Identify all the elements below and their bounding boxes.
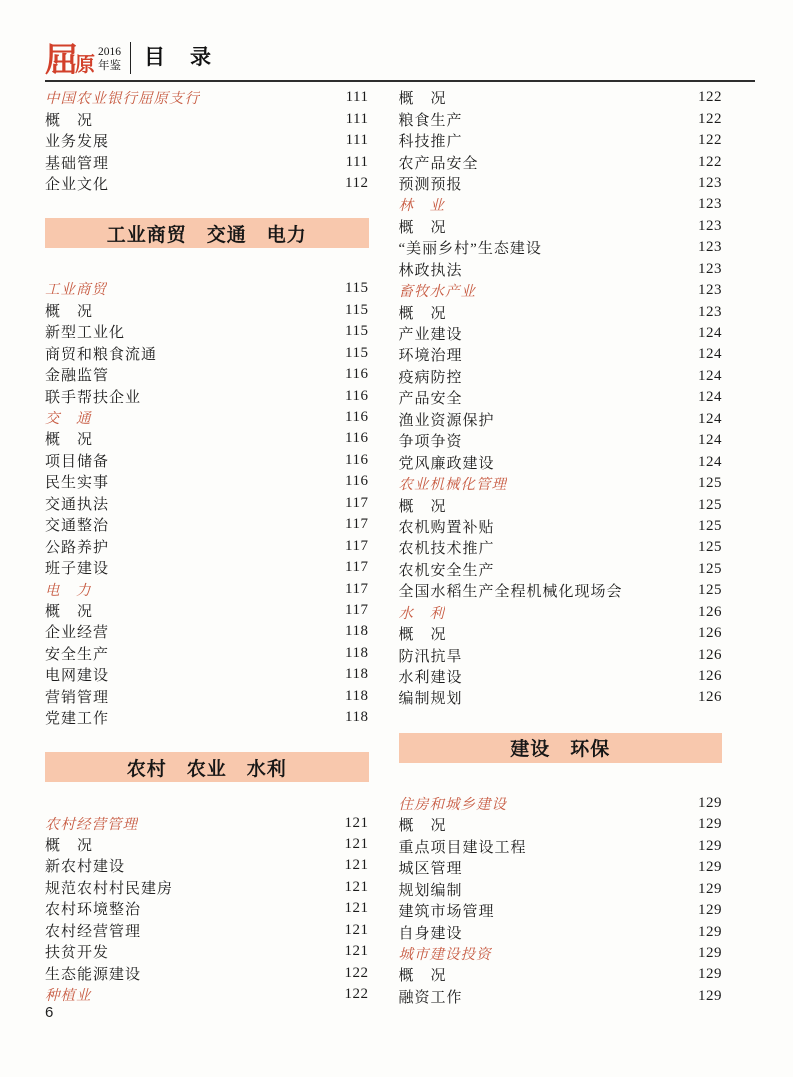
toc-category-row xyxy=(45,278,369,299)
toc-entry-row xyxy=(399,900,723,921)
toc-item-page-number: 117 xyxy=(345,580,369,597)
toc-entry-row xyxy=(45,941,369,962)
toc-entry-row xyxy=(45,877,369,898)
toc-item-title: 科技推广 xyxy=(398,134,463,151)
toc-entry-row xyxy=(399,537,723,558)
toc-entry-row xyxy=(45,514,369,535)
toc-item-page-number: 115 xyxy=(345,344,369,361)
toc-entry-row xyxy=(45,471,369,492)
toc-item-title: 全国水稻生产全程机械化现场会 xyxy=(398,584,623,601)
toc-item-page-number: 121 xyxy=(344,921,369,938)
toc-entry-row xyxy=(399,814,723,835)
toc-entry-row xyxy=(399,516,723,537)
toc-entry-row xyxy=(45,450,369,471)
toc-item-title: 重点项目建设工程 xyxy=(398,839,527,856)
toc-item-page-number: 126 xyxy=(698,646,722,663)
toc-item-page-number: 121 xyxy=(344,943,369,960)
toc-entry-row xyxy=(399,623,723,644)
toc-category-row xyxy=(399,793,723,814)
header-rule xyxy=(45,80,755,82)
toc-entry-row xyxy=(399,323,723,344)
toc-item-page-number: 118 xyxy=(345,644,369,661)
toc-item-page-number: 129 xyxy=(698,859,722,876)
toc-entry-row xyxy=(399,259,723,280)
toc-item-page-number: 126 xyxy=(698,603,722,620)
toc-item-page-number: 129 xyxy=(698,880,722,897)
logo-brand-character-main: 屈 xyxy=(45,40,76,78)
toc-item-page-number: 117 xyxy=(345,494,369,511)
toc-entry-row xyxy=(399,836,723,857)
toc-entry-row xyxy=(399,301,723,322)
toc-item-title: 防汛抗旱 xyxy=(398,648,463,665)
toc-item-title: 工业商贸 xyxy=(45,282,107,299)
toc-item-page-number: 123 xyxy=(698,174,722,191)
toc-item-title: 扶贫开发 xyxy=(45,945,110,962)
toc-item-title: 电 力 xyxy=(45,582,92,599)
folio-page-number: 6 xyxy=(45,1004,54,1021)
toc-item-page-number: 129 xyxy=(698,987,722,1004)
toc-item-title: 商贸和粮食流通 xyxy=(45,346,158,363)
toc-entry-row xyxy=(399,878,723,899)
toc-item-title: 概 况 xyxy=(45,603,94,620)
toc-item-title: 自身建设 xyxy=(398,925,463,942)
toc-entry-row xyxy=(45,108,369,129)
toc-item-title: 建筑市场管理 xyxy=(398,904,495,921)
section-banner xyxy=(45,218,369,248)
toc-item-title: 概 况 xyxy=(45,112,94,129)
toc-item-title: 融资工作 xyxy=(398,989,463,1006)
toc-category-row xyxy=(45,87,369,108)
toc-item-title: 中国农业银行屈原支行 xyxy=(45,91,200,108)
toc-item-page-number: 123 xyxy=(698,303,722,320)
toc-item-title: 畜牧水产业 xyxy=(398,284,476,301)
toc-entry-row xyxy=(45,834,369,855)
toc-item-title: 党风廉政建设 xyxy=(398,455,495,472)
toc-entry-row xyxy=(399,644,723,665)
toc-entry-row xyxy=(45,535,369,556)
toc-item-title: 新型工业化 xyxy=(45,325,126,342)
toc-entry-row xyxy=(45,855,369,876)
toc-item-page-number: 129 xyxy=(698,966,722,983)
toc-entry-row xyxy=(45,621,369,642)
toc-item-page-number: 117 xyxy=(345,516,369,533)
toc-item-title: 新农村建设 xyxy=(45,859,126,876)
toc-item-page-number: 126 xyxy=(698,668,722,685)
toc-category-row xyxy=(399,280,723,301)
toc-item-page-number: 111 xyxy=(345,110,369,127)
toc-item-page-number: 126 xyxy=(698,689,722,706)
toc-item-page-number: 129 xyxy=(698,923,722,940)
toc-entry-row xyxy=(45,385,369,406)
toc-item-title: 农村经营管理 xyxy=(45,923,142,940)
toc-item-page-number: 123 xyxy=(698,260,722,277)
logo-year: 2016 xyxy=(98,46,121,59)
toc-entry-row xyxy=(399,857,723,878)
toc-item-page-number: 124 xyxy=(698,346,722,363)
toc-item-title: 产品安全 xyxy=(398,391,463,408)
toc-item-title: 业务发展 xyxy=(45,134,110,151)
toc-item-title: 党建工作 xyxy=(45,711,110,728)
toc-item-page-number: 124 xyxy=(698,432,722,449)
toc-entry-row xyxy=(45,600,369,621)
toc-entry-row xyxy=(399,216,723,237)
toc-entry-row xyxy=(399,451,723,472)
toc-entry-row xyxy=(45,493,369,514)
toc-item-page-number: 116 xyxy=(345,366,369,383)
toc-entry-row xyxy=(45,898,369,919)
toc-item-page-number: 116 xyxy=(345,409,369,426)
toc-item-page-number: 125 xyxy=(698,496,722,513)
toc-item-page-number: 117 xyxy=(345,537,369,554)
toc-entry-row xyxy=(399,494,723,515)
toc-entry-row xyxy=(399,964,723,985)
toc-item-page-number: 116 xyxy=(345,430,369,447)
toc-item-page-number: 125 xyxy=(698,517,722,534)
toc-item-page-number: 118 xyxy=(345,709,369,726)
toc-item-title: 农机购置补贴 xyxy=(398,519,495,536)
toc-entry-row xyxy=(45,173,369,194)
toc-item-title: 概 况 xyxy=(398,818,447,835)
toc-item-title: 规范农村村民建房 xyxy=(45,880,174,897)
toc-item-title: 概 况 xyxy=(45,838,94,855)
toc-entry-row xyxy=(399,130,723,151)
toc-entry-row xyxy=(45,643,369,664)
toc-item-title: 渔业资源保护 xyxy=(398,412,495,429)
toc-item-page-number: 122 xyxy=(698,153,722,170)
toc-entry-row xyxy=(45,707,369,728)
toc-item-title: 水 利 xyxy=(398,605,445,622)
toc-item-page-number: 117 xyxy=(345,559,369,576)
toc-item-title: 概 况 xyxy=(398,219,447,236)
toc-item-title: 交 通 xyxy=(45,411,92,428)
toc-entry-row xyxy=(45,920,369,941)
toc-item-page-number: 124 xyxy=(698,389,722,406)
toc-entry-row xyxy=(45,300,369,321)
toc-item-title: 产业建设 xyxy=(398,327,463,344)
toc-item-title: 民生实事 xyxy=(45,475,110,492)
toc-entry-row xyxy=(45,343,369,364)
toc-item-title: 农机技术推广 xyxy=(398,541,495,558)
toc-item-title: 环境治理 xyxy=(398,348,463,365)
toc-item-page-number: 115 xyxy=(345,323,369,340)
toc-category-row xyxy=(399,473,723,494)
toc-item-title: 概 况 xyxy=(398,498,447,515)
toc-item-title: 交通整治 xyxy=(45,518,110,535)
toc-item-title: 概 况 xyxy=(398,968,447,985)
section-banner-title: 工业商贸 交通 电力 xyxy=(106,224,307,246)
toc-item-page-number: 121 xyxy=(344,878,369,895)
toc-item-page-number: 111 xyxy=(345,132,369,149)
toc-item-title: 概 况 xyxy=(398,91,447,108)
toc-item-page-number: 124 xyxy=(698,367,722,384)
toc-item-title: 基础管理 xyxy=(45,155,110,172)
toc-item-page-number: 124 xyxy=(698,325,722,342)
toc-category-row xyxy=(45,984,369,1005)
toc-item-page-number: 116 xyxy=(345,451,369,468)
toc-entry-row xyxy=(399,409,723,430)
toc-item-title: 概 况 xyxy=(45,432,94,449)
toc-item-page-number: 121 xyxy=(344,900,369,917)
toc-entry-row xyxy=(399,87,723,108)
toc-item-title: 农业机械化管理 xyxy=(398,477,507,494)
toc-item-title: 水利建设 xyxy=(398,670,463,687)
toc-item-title: 班子建设 xyxy=(45,561,110,578)
toc-entry-row xyxy=(399,387,723,408)
toc-item-title: 争项争资 xyxy=(398,434,463,451)
toc-item-title: 疫病防控 xyxy=(398,369,463,386)
toc-item-page-number: 111 xyxy=(345,153,369,170)
section-banner xyxy=(45,752,369,782)
logo-year-block xyxy=(98,46,121,74)
toc-category-row xyxy=(45,407,369,428)
toc-item-title: 生态能源建设 xyxy=(45,966,142,983)
toc-entry-row xyxy=(399,921,723,942)
toc-item-title: 住房和城乡建设 xyxy=(398,796,507,813)
section-banner-title: 建设 环保 xyxy=(510,739,611,761)
toc-item-title: 农村经营管理 xyxy=(45,816,138,833)
toc-category-row xyxy=(399,194,723,215)
toc-item-page-number: 115 xyxy=(345,301,369,318)
header-vertical-divider xyxy=(130,42,131,74)
toc-item-page-number: 118 xyxy=(345,623,369,640)
toc-item-page-number: 125 xyxy=(698,560,722,577)
toc-item-page-number: 126 xyxy=(698,625,722,642)
toc-item-title: 城市建设投资 xyxy=(398,946,492,963)
toc-item-page-number: 115 xyxy=(345,280,369,297)
toc-columns xyxy=(45,87,722,1007)
page-title: 目 录 xyxy=(144,46,213,70)
toc-entry-row xyxy=(399,430,723,451)
toc-item-title: 农村环境整治 xyxy=(45,902,142,919)
toc-item-page-number: 124 xyxy=(698,453,722,470)
toc-item-title: 企业文化 xyxy=(45,176,110,193)
toc-item-page-number: 122 xyxy=(698,132,722,149)
toc-item-page-number: 129 xyxy=(698,837,722,854)
toc-item-page-number: 116 xyxy=(345,387,369,404)
toc-item-title: 概 况 xyxy=(398,627,447,644)
toc-item-title: 预测预报 xyxy=(398,176,463,193)
toc-item-title: 城区管理 xyxy=(398,861,463,878)
toc-category-row xyxy=(45,812,369,833)
toc-entry-row xyxy=(399,559,723,580)
toc-item-page-number: 125 xyxy=(698,475,722,492)
toc-item-page-number: 122 xyxy=(698,110,722,127)
toc-item-title: 规划编制 xyxy=(398,882,463,899)
toc-entry-row xyxy=(45,130,369,151)
toc-item-title: 金融监管 xyxy=(45,368,110,385)
toc-item-page-number: 118 xyxy=(345,687,369,704)
toc-item-page-number: 123 xyxy=(698,239,722,256)
toc-item-title: 概 况 xyxy=(45,303,94,320)
toc-entry-row xyxy=(399,666,723,687)
toc-item-page-number: 121 xyxy=(344,836,369,853)
logo-brand-character-sub: 原 xyxy=(75,54,95,76)
toc-item-title: 粮食生产 xyxy=(398,112,463,129)
toc-entry-row xyxy=(45,962,369,983)
toc-item-title: 农机安全生产 xyxy=(398,562,495,579)
toc-item-page-number: 116 xyxy=(345,473,369,490)
toc-item-page-number: 125 xyxy=(698,539,722,556)
toc-item-title: 营销管理 xyxy=(45,689,110,706)
toc-entry-row xyxy=(399,344,723,365)
toc-item-page-number: 118 xyxy=(345,666,369,683)
toc-item-page-number: 129 xyxy=(698,902,722,919)
toc-column-left xyxy=(45,87,369,1007)
toc-entry-row xyxy=(45,364,369,385)
toc-entry-row xyxy=(45,686,369,707)
toc-entry-row xyxy=(45,557,369,578)
section-banner-title: 农村 农业 水利 xyxy=(126,758,287,780)
toc-item-page-number: 121 xyxy=(344,814,369,831)
toc-entry-row xyxy=(399,237,723,258)
toc-item-page-number: 124 xyxy=(698,410,722,427)
toc-entry-row xyxy=(399,366,723,387)
toc-item-page-number: 122 xyxy=(344,964,369,981)
toc-item-title: 编制规划 xyxy=(398,691,463,708)
toc-item-title: 林 业 xyxy=(398,198,445,215)
logo-yearbook-label: 年鉴 xyxy=(98,60,121,73)
toc-entry-row xyxy=(399,687,723,708)
toc-item-page-number: 122 xyxy=(344,986,369,1003)
toc-entry-row xyxy=(45,151,369,172)
toc-item-page-number: 129 xyxy=(698,944,722,961)
toc-item-title: 项目储备 xyxy=(45,453,110,470)
toc-item-page-number: 122 xyxy=(698,89,722,106)
toc-entry-row xyxy=(45,664,369,685)
toc-item-title: “美丽乡村”生态建设 xyxy=(398,241,542,258)
toc-item-page-number: 123 xyxy=(698,196,722,213)
toc-item-title: 概 况 xyxy=(398,305,447,322)
toc-item-page-number: 121 xyxy=(344,857,369,874)
toc-item-page-number: 123 xyxy=(698,217,722,234)
toc-item-title: 林政执法 xyxy=(398,262,463,279)
toc-item-title: 电网建设 xyxy=(45,668,110,685)
page-footer xyxy=(45,1004,53,1021)
toc-item-title: 农产品安全 xyxy=(398,155,479,172)
toc-entry-row xyxy=(399,173,723,194)
toc-category-row xyxy=(399,602,723,623)
toc-entry-row xyxy=(399,108,723,129)
toc-category-row xyxy=(45,578,369,599)
toc-item-page-number: 125 xyxy=(698,582,722,599)
toc-column-right xyxy=(399,87,723,1007)
toc-item-page-number: 129 xyxy=(698,816,722,833)
toc-entry-row xyxy=(45,321,369,342)
toc-category-row xyxy=(399,943,723,964)
toc-item-title: 安全生产 xyxy=(45,646,110,663)
toc-item-page-number: 129 xyxy=(698,794,722,811)
toc-item-title: 企业经营 xyxy=(45,625,110,642)
toc-item-page-number: 112 xyxy=(345,174,369,191)
toc-item-page-number: 123 xyxy=(698,282,722,299)
section-banner xyxy=(399,733,723,763)
toc-item-title: 种植业 xyxy=(45,988,92,1005)
toc-item-title: 联手帮扶企业 xyxy=(45,389,142,406)
toc-item-page-number: 111 xyxy=(345,89,369,106)
yearbook-logo xyxy=(45,40,121,78)
toc-item-title: 交通执法 xyxy=(45,496,110,513)
toc-item-title: 公路养护 xyxy=(45,539,110,556)
toc-item-page-number: 117 xyxy=(345,601,369,618)
page-header xyxy=(45,40,755,78)
toc-entry-row xyxy=(399,986,723,1007)
toc-entry-row xyxy=(45,428,369,449)
toc-entry-row xyxy=(399,151,723,172)
toc-entry-row xyxy=(399,580,723,601)
